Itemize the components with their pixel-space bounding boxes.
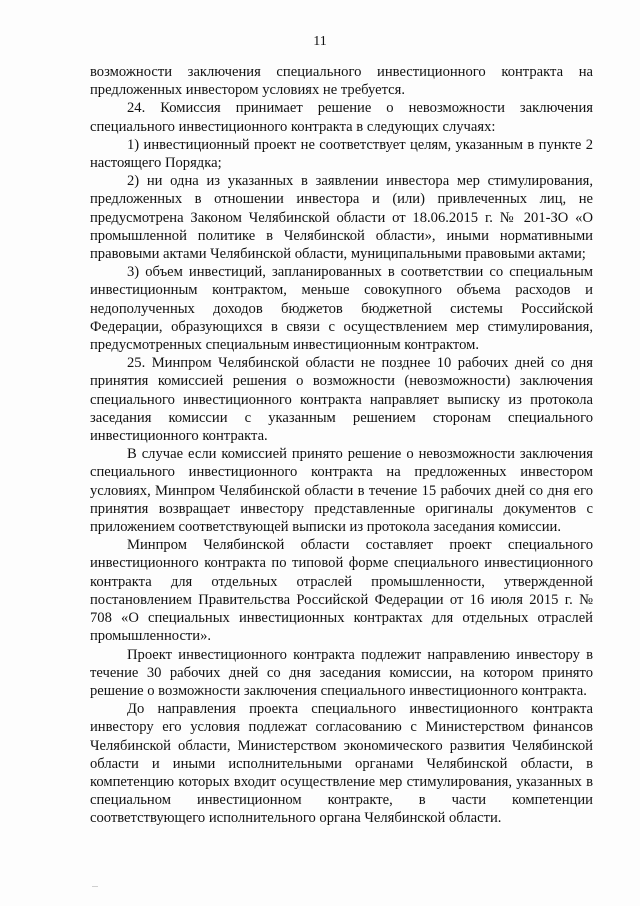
paragraph-item-25: 25. Минпром Челябинской области не позднее 10 рабочих дней со дня принятия комиссией решения о возможности (невозможности) заключения специального инвестиционного контракта направляет выписку из протокола заседания комиссии с указанным решением сторонам специального инвестиционного контракта. bbox=[90, 355, 593, 445]
paragraph-subitem-1: 1) инвестиционный проект не соответствует целям, указанным в пункте 2 настоящего Порядка; bbox=[90, 136, 593, 172]
paragraph-contract-draft: Минпром Челябинской области составляет проект специального инвестиционного контракта по типовой форме специального инвестиционного контракта для отдельных отраслей промышленности, утвержденной постановлением Правительства Российской Федерации от 16 июля 2015 г. № 708 «О специальных инвестиционных контрактах для отдельных отраслей промышленности». bbox=[90, 537, 593, 645]
paragraph-item-24: 24. Комиссия принимает решение о невозможности заключения специального инвестиционного контракта в следующих случаях: bbox=[90, 100, 593, 135]
scan-speck bbox=[92, 886, 98, 887]
paragraph-subitem-2: 2) ни одна из указанных в заявлении инвестора мер стимулирования, предложенных в отношении инвестора и (или) привлеченных лиц, не предусмотрена Законом Челябинской области от 18.06.2015 г. № 201-ЗО «О промышленной политике в Челябинской области», иными нормативными правовыми актами Челябинской области, муниципальными правовыми актами; bbox=[90, 173, 593, 263]
paragraph-draft-delivery: Проект инвестиционного контракта подлежит направлению инвестору в течение 30 рабочих дней со дня заседания комиссии, на котором принято решение о возможности заключения специального инвестиционного контракта. bbox=[90, 646, 593, 699]
page-number: 11 bbox=[313, 34, 327, 49]
paragraph-subitem-3: 3) объем инвестиций, запланированных в соответствии со специальным инвестиционным контрактом, меньше совокупного объема расходов и недополученных доходов бюджетов бюджетной системы Российской Федерации, образующихся в связи с осуществлением мер стимулирования, предусмотренных специальным инвестиционным контрактом. bbox=[90, 264, 593, 354]
body-text bbox=[90, 63, 593, 828]
paragraph-refusal-case: В случае если комиссией принято решение о невозможности заключения специального инвестиционного контракта на предложенных инвестором условиях, Минпром Челябинской области в течение 15 рабочих дней со дня его принятия возвращает инвестору представленные оригиналы документов с приложением соответствующей выписки из протокола заседания комиссии. bbox=[90, 446, 593, 536]
paragraph-approval: До направления проекта специального инвестиционного контракта инвестору его условия подлежат согласованию с Министерством финансов Челябинской области, Министерством экономического развития Челябинской области и иными исполнительными органами Челябинской области, в компетенцию которых входит осуществление мер стимулирования, указанных в специальном инвестиционном контракте, в части компетенции соответствующего исполнительного органа Челябинской области. bbox=[90, 701, 593, 827]
paragraph-continuation: возможности заключения специального инвестиционного контракта на предложенных инвестором условиях не требуется. bbox=[90, 64, 593, 99]
